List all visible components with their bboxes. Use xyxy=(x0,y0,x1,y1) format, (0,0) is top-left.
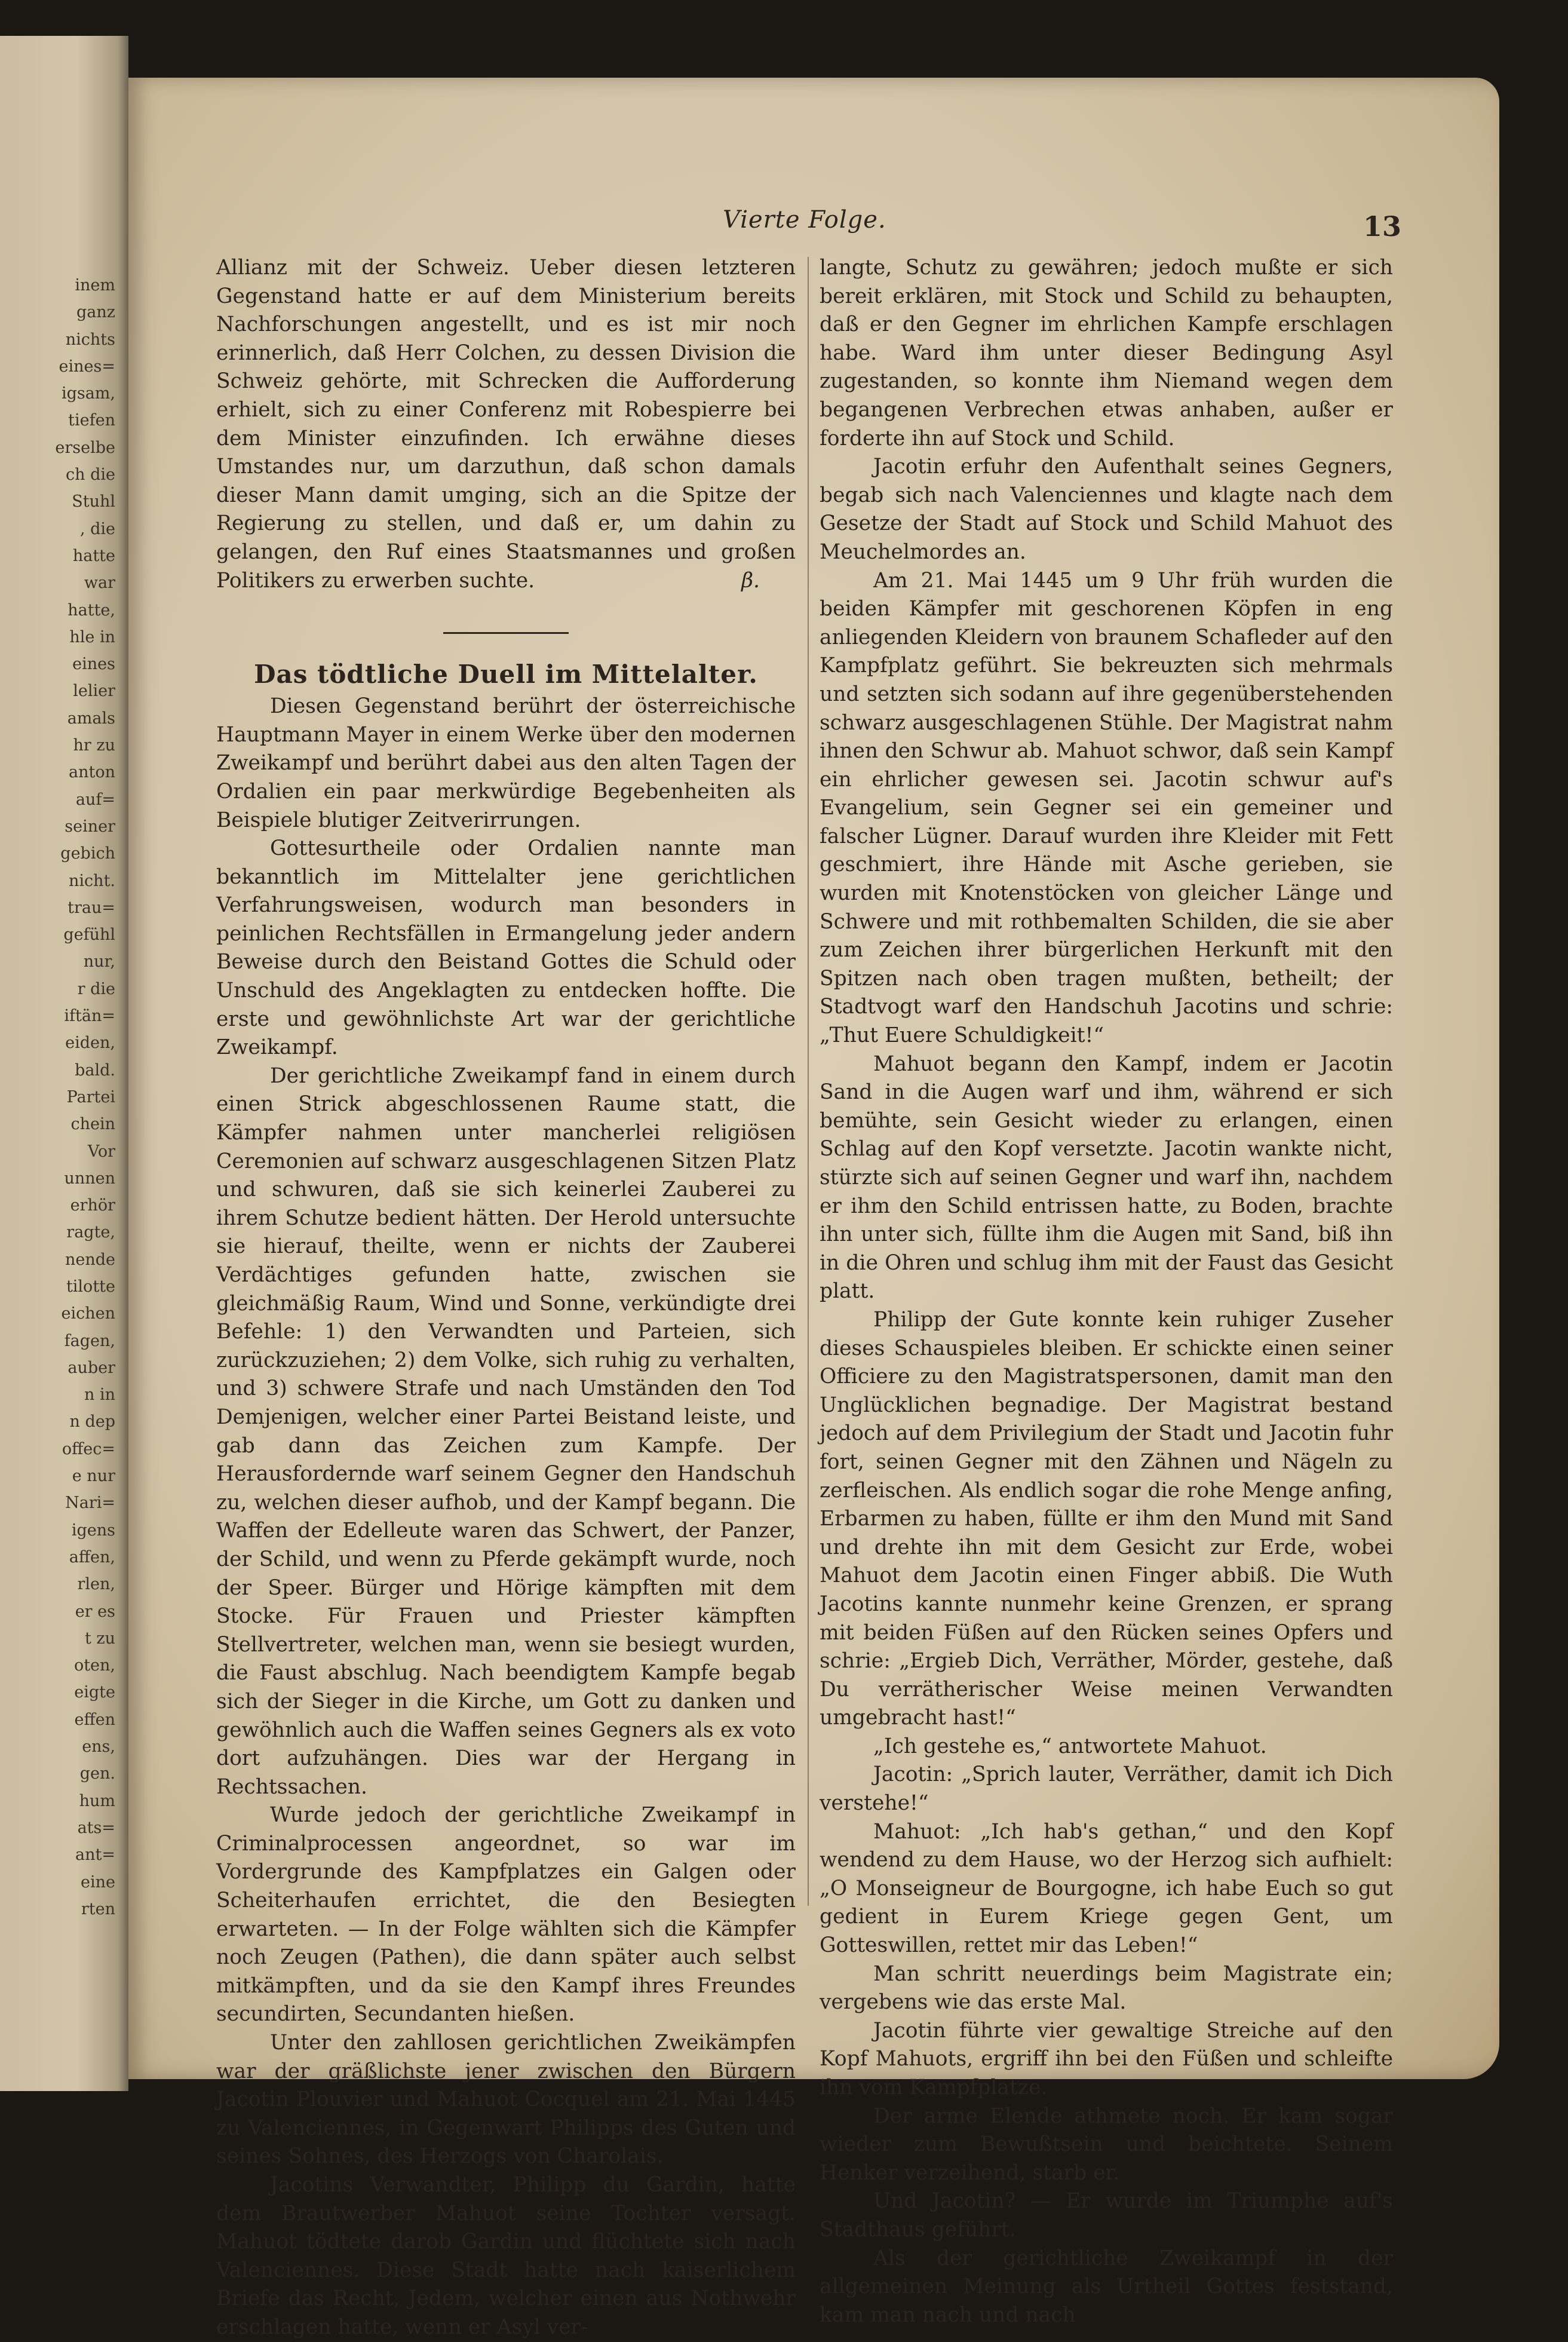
left-page-fragment: nichts xyxy=(65,330,115,349)
paragraph: Der arme Elende athmete noch. Er kam sogar wieder zum Bewußtsein und beichtete. Seinem Henker verzeihend, starb er. xyxy=(820,2104,1393,2185)
left-page-fragment: nur, xyxy=(83,952,115,971)
left-page-fragment: hatte, xyxy=(67,600,115,620)
left-page-fragment: ant= xyxy=(75,1846,115,1865)
left-column xyxy=(216,254,796,2342)
left-page-fragment: tiefen xyxy=(68,411,115,430)
section-separator xyxy=(443,632,569,634)
paragraph: Mahuot: „Ich hab's gethan,“ und den Kopf wendend zu dem Hause, wo der Herzog sich aufhielt: „O Monseigneur de Bourgogne, ich habe Euch so gut gedient in Eurem Kriege gegen Gent, um Gotteswillen, rettet mir das Leben!“ xyxy=(820,1819,1393,1958)
intro-paragraph: Allianz mit der Schweiz. Ueber diesen letzteren Gegenstand hatte er auf dem Ministerium bereits Nachforschungen angestellt, und es ist mir noch erinnerlich, daß Herr Colchen, zu dessen Division die Schweiz gehörte, mit Schrecken die Aufforderung erhielt, sich zu einer Conferenz mit Robespierre bei dem Minister einzufinden. Ich erwähne dieses Umstandes nur, um darzuthun, daß schon damals dieser Mann damit umging, sich an die Spitze der Regierung zu stellen, und daß er, um dahin zu gelangen, den Ruf eines Staatsmannes und großen Politikers zu erwerben suchte. xyxy=(216,256,796,593)
left-page-fragment: n in xyxy=(84,1385,115,1405)
paragraph: Als der gerichtliche Zweikampf in der allgemeinen Meinung als Urtheil Gottes feststand, kam man nach und nach xyxy=(820,2246,1393,2327)
left-page-fragment: chein xyxy=(70,1115,115,1134)
paragraph: Jacotin: „Sprich lauter, Verräther, damit ich Dich verstehe!“ xyxy=(820,1762,1393,1816)
left-page-fragment: eines= xyxy=(59,357,115,376)
left-page-fragment: igens xyxy=(71,1521,115,1540)
left-page-fragment: hle in xyxy=(69,627,115,646)
page-number: 13 xyxy=(1363,210,1402,243)
paragraph: Mahuot begann den Kampf, indem er Jacotin Sand in die Augen warf und ihm, während er sich bemühte, sein Gesicht wieder zu erlangen, einen Schlag auf den Kopf versetzte. Jacotin wankte nicht, stürzte sich auf seinen Gegner und warf ihn, nachdem er ihm den Schild entrissen hatte, zu Boden, brachte ihn unter sich, füllte ihm die Augen mit Sand, biß ihn in die Ohren und schlug ihm mit der Faust das Gesicht platt. xyxy=(820,1052,1393,1304)
left-page-fragment: igsam, xyxy=(61,384,115,403)
paragraph: Philipp der Gute konnte kein ruhiger Zuseher dieses Schauspieles bleiben. Er schickte einen seiner Officiere zu den Magistratspersonen, damit man den Unglücklichen begnadige. Der Magistrat bestand jedoch auf dem Privilegium der Stadt und Jacotin fuhr fort, seinen Gegner mit den Zähnen und Nägeln zu zerfleischen. Als endlich sogar die rohe Menge anfing, Erbarmen zu haben, füllte er ihm den Mund mit Sand und drehte ihn mit dem Gesicht zur Erde, wobei Mahuot dem Jacotin einen Finger abbiß. Die Wuth Jacotins kannte nunmehr keine Grenzen, er sprang mit beiden Füßen auf den Rücken seines Opfers und schrie: „Ergieb Dich, Verräther, Mörder, gestehe, daß Du verrätherischer Weise meinen Verwandten umgebracht hast!“ xyxy=(820,1307,1393,1730)
article-title: Das tödtliche Duell im Mittelalter. xyxy=(254,660,758,689)
left-page-fragment: unnen xyxy=(64,1169,115,1188)
left-page-fragment: r die xyxy=(77,979,115,998)
left-page-fragment: affen, xyxy=(69,1547,115,1567)
paragraph: „Ich gestehe es,“ antwortete Mahuot. xyxy=(873,1734,1267,1758)
paragraph: Am 21. Mai 1445 um 9 Uhr früh wurden die beiden Kämpfer mit geschorenen Köpfen in eng anliegenden Kleidern von braunem Schafleder auf den Kampfplatz geführt. Sie bekreuzten sich mehrmals und setzten sich sodann auf ihre gegenüberstehenden schwarz ausgeschlagenen Stühle. Der Magistrat nahm ihnen den Schwur ab. Mahuot schwor, daß sein Kampf ein ehrlicher gewesen sei. Jacotin schwur auf's Evangelium, sein Gegner sei ein gemeiner und falscher Lügner. Darauf wurden ihre Kleider mit Fett geschmiert, ihre Hände mit Asche gerieben, sie wurden mit Knotenstöcken von gleicher Länge und Schwere und mit rothbemalten Schilden, die sie aber zum Zeichen ihrer bürgerlichen Herkunft mit den Spitzen nach oben tragen mußten, betheilt; der Stadtvogt warf den Handschuh Jacotins und schrie: „Thut Euere Schuldigkeit!“ xyxy=(820,568,1393,1048)
left-page-fragment: fagen, xyxy=(64,1331,115,1350)
left-page-fragment: Partei xyxy=(66,1087,115,1106)
left-page-fragment: Vor xyxy=(87,1142,115,1161)
left-page-fragment: auber xyxy=(67,1358,115,1377)
paragraph: Diesen Gegenstand berührt der österreichische Hauptmann Mayer in einem Werke über den modernen Zweikampf und berührt dabei aus den alten Tagen der Ordalien ein paar merkwürdige Begebenheiten als Beispiele blutiger Zeitverirrungen. xyxy=(216,694,796,832)
left-page-fragment: erselbe xyxy=(55,438,115,457)
left-page-fragment: anton xyxy=(69,763,115,782)
paragraph: Man schritt neuerdings beim Magistrate ein; vergebens wie das erste Mal. xyxy=(820,1961,1393,2015)
left-page-fragment: nicht. xyxy=(69,871,115,890)
left-page-fragment: eine xyxy=(81,1872,115,1892)
left-page-fragment: nende xyxy=(65,1250,115,1269)
left-page-fragment: rten xyxy=(81,1899,115,1918)
left-page-fragment: auf= xyxy=(75,790,115,809)
left-page-fragment: ragte, xyxy=(66,1223,115,1242)
left-page-fragment: erhör xyxy=(70,1196,115,1215)
right-column xyxy=(820,254,1393,2329)
left-page-fragment: rlen, xyxy=(77,1575,115,1594)
left-page-fragment: ganz xyxy=(76,303,115,322)
left-page-fragment: eichen xyxy=(61,1304,115,1323)
left-page-fragment: t zu xyxy=(84,1629,115,1648)
left-page-fragment: ch die xyxy=(66,465,115,485)
left-page-fragment: eigte xyxy=(74,1683,115,1702)
left-page-fragment: Stuhl xyxy=(72,492,115,511)
left-page-fragment: gen. xyxy=(79,1764,115,1783)
left-page-fragment: effen xyxy=(74,1710,115,1729)
left-page-text-fragments xyxy=(2,272,115,1923)
paragraph: Gottesurtheile oder Ordalien nannte man bekanntlich im Mittelalter jene gerichtlichen Verfahrungsweisen, wodurch man besonders in peinlichen Rechtsfällen in Ermangelung jeder andern Beweise durch den Beistand Gottes die Schuld oder Unschuld des Angeklagten zu entdecken hoffte. Die erste und gewöhnlichste Art war der gerichtliche Zweikampf. xyxy=(216,836,796,1060)
paragraph: Und Jacotin? — Er wurde im Triumphe auf's Stadthaus geführt. xyxy=(820,2189,1393,2242)
paragraph: Der gerichtliche Zweikampf fand in einem durch einen Strick abgeschlossenen Raume statt, die Kämpfer nahmen unter mancherlei religiösen Ceremonien auf schwarz ausgeschlagenen Sitzen Platz und schwuren, daß sie sich keinerlei Zauberei zu ihrem Schutze bedient hätten. Der Herold untersuchte sie hierauf, theilte, wenn er nichts der Zauberei Verdächtiges gefunden hatte, zwischen sie gleichmäßig Raum, Wind und Sonne, verkündigte drei Befehle: 1) den Verwandten und Parteien, sich zurückzuziehen; 2) dem Volke, sich ruhig zu verhalten, und 3) schwere Strafe und nach Umständen den Tod Demjenigen, welcher einer Partei Beistand leiste, und gab dann das Zeichen zum Kampfe. Der Herausfordernde warf seinem Gegner den Handschuh zu, welchen dieser aufhob, und der Kampf begann. Die Waffen der Edelleute waren das Schwert, der Panzer, der Schild, und wenn zu Pferde gekämpft wurde, noch der Speer. Bürger und Hörige kämpften mit dem Stocke. Für Frauen und Priester kämpften Stellvertreter, welchen man, wenn sie besiegt wurden, die Faust abschlug. Nach beendigtem Kampfe begab sich der Sieger in die Kirche, um Gott zu danken und gewöhnlich auch die Waffen seines Gegners als ex voto dort aufzuhängen. Dies war der Hergang in Rechtssachen. xyxy=(216,1063,796,1799)
left-page-fragment: ats= xyxy=(77,1818,115,1837)
left-page-fragment: oten, xyxy=(73,1656,115,1675)
left-page-fragment: hatte xyxy=(72,546,115,565)
left-page-fragment: hr zu xyxy=(73,736,115,755)
running-head: Vierte Folge. xyxy=(723,206,886,234)
paragraph: Unter den zahllosen gerichtlichen Zweikämpfen war der gräßlichste jener zwischen den Bürgern Jacotin Plouvier und Mahuot Cocquel am 21. Mai 1445 zu Valenciennes, in Gegenwart Philipps des Guten und seines Sohnes, des Herzogs von Charolais. xyxy=(216,2031,796,2169)
left-page-fragment: eines xyxy=(72,655,115,674)
paragraph: Wurde jedoch der gerichtliche Zweikampf in Criminalprocessen angeordnet, so war im Vordergrunde des Kampfplatzes ein Galgen oder Scheiterhaufen errichtet, die den Besiegten erwarteten. — In der Folge wählten sich die Kämpfer noch Zeugen (Pathen), die dann später auch selbst mitkämpften, und da sie den Kampf ihres Freundes secundirten, Secundanten hießen. xyxy=(216,1803,796,2027)
author-signature: β. xyxy=(741,568,760,593)
left-page-fragment: gefühl xyxy=(63,925,115,945)
left-page-fragment: er es xyxy=(75,1602,115,1621)
left-page-fragment: lelier xyxy=(73,682,115,701)
left-page-fragment: tilotte xyxy=(66,1277,115,1296)
left-page-fragment: bald. xyxy=(75,1060,115,1080)
paragraph: Jacotins Verwandter, Philipp du Gardin, hatte dem Brautwerber Mahuot seine Tochter versagt. Mahuot tödtete darob Gardin und flüchtete sich nach Valenciennes. Diese Stadt hatte nach kaiserlichem Briefe das Recht, Jedem, welcher einen aus Nothwehr erschlagen hatte, wenn er Asyl ver- xyxy=(216,2173,796,2339)
left-page-fragment: trau= xyxy=(67,898,115,917)
left-page-fragment: e nur xyxy=(72,1467,115,1486)
left-page-fragment: inem xyxy=(75,276,115,295)
left-page-fragment: seiner xyxy=(65,817,115,836)
left-page-fragment: offec= xyxy=(62,1439,115,1458)
left-page-fragment: , die xyxy=(79,519,115,538)
paragraph: Jacotin führte vier gewaltige Streiche auf den Kopf Mahuots, ergriff ihn bei den Füßen und schleifte ihn vom Kampfplatze. xyxy=(820,2018,1393,2099)
left-page-fragment: n dep xyxy=(69,1412,115,1431)
continued-paragraph: langte, Schutz zu gewähren; jedoch mußte er sich bereit erklären, mit Stock und Schild zu behaupten, daß er den Gegner im ehrlichen Kampfe erschlagen habe. Ward ihm unter dieser Bedingung Asyl zugestanden, so konnte ihm Niemand wegen dem begangenen Verbrechen etwas anhaben, außer er forderte ihn auf Stock und Schild. xyxy=(820,256,1393,450)
left-page-fragment: amals xyxy=(67,709,115,728)
left-page-fragment: gebich xyxy=(60,844,115,863)
column-divider xyxy=(808,257,809,1906)
left-page-fragment: war xyxy=(84,574,115,593)
left-page-fragment: eiden, xyxy=(65,1034,115,1053)
paragraph: Jacotin erfuhr den Aufenthalt seines Gegners, begab sich nach Valenciennes und klagte nach dem Gesetze der Stadt auf Stock und Schild Mahuot des Meuchelmordes an. xyxy=(820,455,1393,564)
left-page-fragment: iftän= xyxy=(64,1007,115,1026)
left-page-fragment: ens, xyxy=(82,1737,115,1756)
facing-left-page xyxy=(0,36,128,2091)
left-page-fragment: Nari= xyxy=(65,1494,115,1513)
left-page-fragment: hum xyxy=(79,1791,115,1810)
